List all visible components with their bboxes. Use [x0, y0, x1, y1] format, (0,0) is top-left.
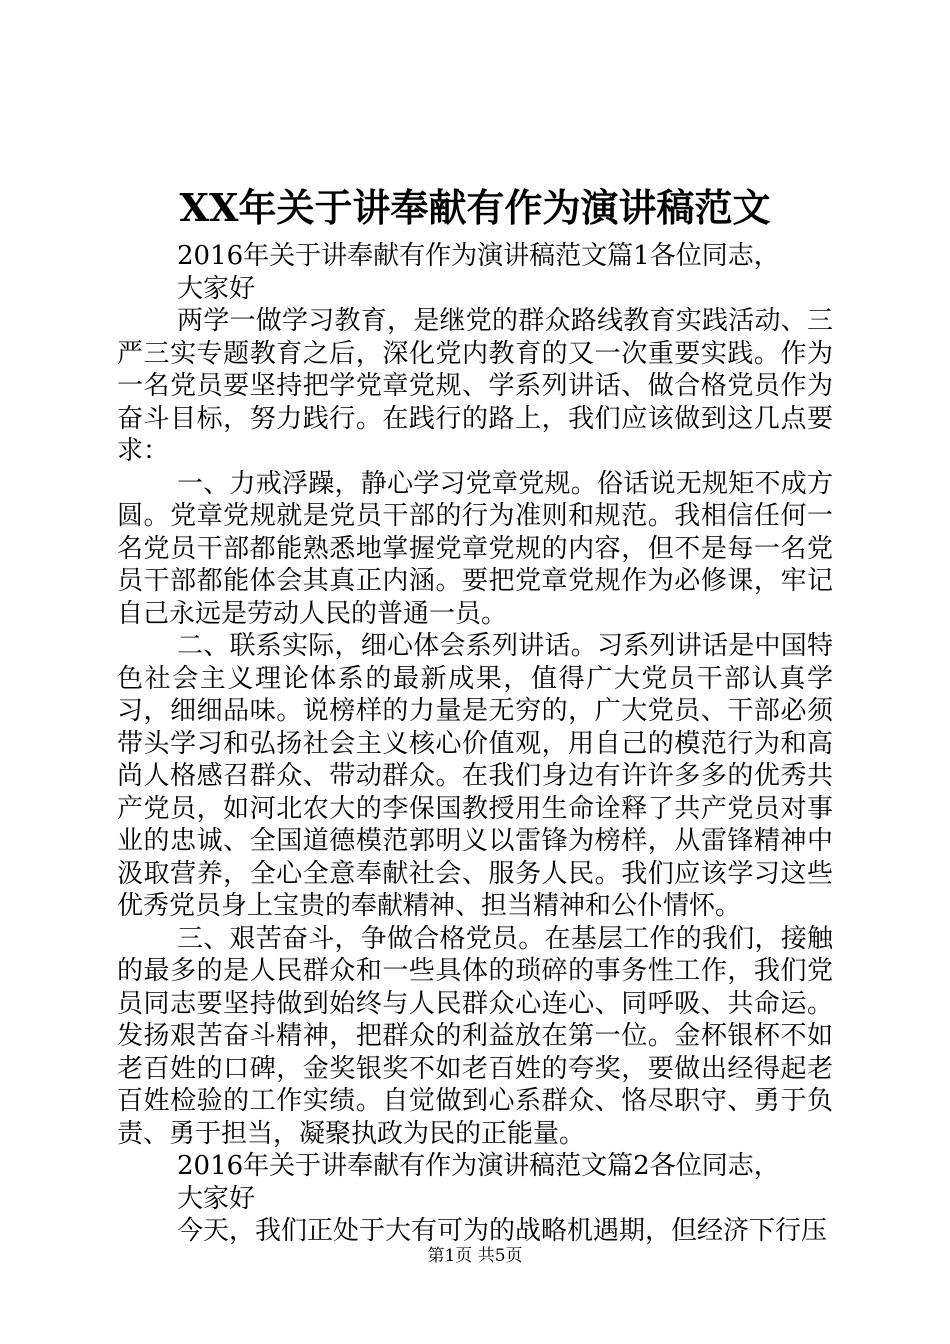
paragraph: 两学一做学习教育，是继党的群众路线教育实践活动、三严三实专题教育之后，深化党内教育的又一次重要实践。作为一名党员要坚持把学党章党规、学系列讲话、做合格党员作为奋斗目标，努力践行。在践行的路上，我们应该做到这几点要求：: [117, 306, 833, 466]
document-title: XX年关于讲奉献有作为演讲稿范文: [179, 185, 771, 230]
paragraph: 大家好: [177, 1183, 256, 1214]
page-footer: 第1页 共5页: [427, 1246, 523, 1266]
paragraph: 2016年关于讲奉献有作为演讲稿范文篇1各位同志，: [177, 241, 780, 271]
document-body: [117, 240, 833, 1248]
paragraph: 今天，我们正处于大有可为的战略机遇期，但经济下行压: [177, 1216, 828, 1246]
paragraph: 二、联系实际，细心体会系列讲话。习系列讲话是中国特色社会主义理论体系的最新成果，值得广大党员干部认真学习，细细品味。说榜样的力量是无穷的，广大党员、干部必须带头学习和弘扬社会主义核心价值观，用自己的模范行为和高尚人格感召群众、带动群众。在我们身边有许许多多的优秀共产党员，如河北农大的李保国教授用生命诠释了共产党员对事业的忠诚、全国道德模范郭明义以雷锋为榜样，从雷锋精神中汲取营养，全心全意奉献社会、服务人民。我们应该学习这些优秀党员身上宝贵的奉献精神、担当精神和公仆情怀。: [117, 631, 833, 921]
paragraph: 一、力戒浮躁，静心学习党章党规。俗话说无规矩不成方圆。党章党规就是党员干部的行为准则和规范。我相信任何一名党员干部都能熟悉地掌握党章党规的内容，但不是每一名党员干部都能体会其真正内涵。要把党章党规作为必修课，牢记自己永远是劳动人民的普通一员。: [117, 468, 833, 629]
paragraph: 三、艰苦奋斗，争做合格党员。在基层工作的我们，接触的最多的是人民群众和一些具体的琐碎的事务性工作，我们党员同志要坚持做到始终与人民群众心连心、同呼吸、共命运。发扬艰苦奋斗精神，把群众的利益放在第一位。金杯银杯不如老百姓的口碑，金奖银奖不如老百姓的夸奖，要做出经得起老百姓检验的工作实绩。自觉做到心系群众、恪尽职守、勇于负责、勇于担当，凝聚执政为民的正能量。: [117, 923, 833, 1149]
paragraph: 大家好: [177, 273, 256, 304]
paragraph: 2016年关于讲奉献有作为演讲稿范文篇2各位同志，: [177, 1151, 780, 1181]
